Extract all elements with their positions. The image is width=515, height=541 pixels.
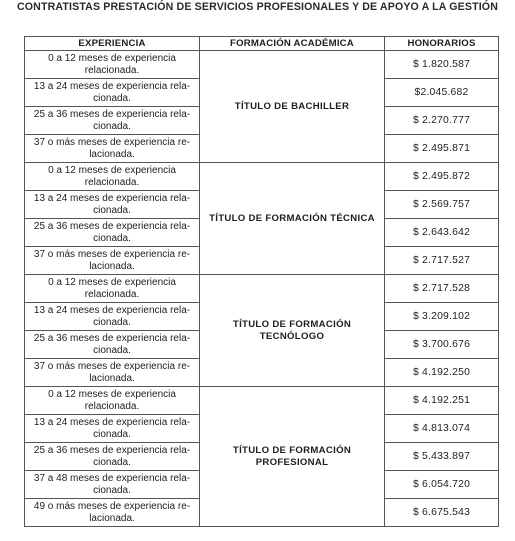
fee-cell: $ 3.209.102 [385,303,499,331]
formation-cell: TÍTULO DE FORMACIÓN TÉCNICA [200,163,385,275]
fee-cell: $ 6.675.543 [385,499,499,527]
experience-cell: 37 o más meses de experiencia re-lacionada. [25,247,200,275]
experience-cell: 37 a 48 meses de experiencia rela-cionada. [25,471,200,499]
fee-cell: $ 4.813.074 [385,415,499,443]
formation-cell: TÍTULO DE FORMACIÓN TECNÓLOGO [200,275,385,387]
table-row [25,387,499,415]
fee-cell: $ 2.717.527 [385,247,499,275]
document-title: CONTRATISTAS PRESTACIÓN DE SERVICIOS PROFESIONALES Y DE APOYO A LA GESTIÓN [16,1,498,13]
experience-cell: 0 a 12 meses de experiencia relacionada. [25,163,200,191]
fee-cell: $ 3.700.676 [385,331,499,359]
fee-cell: $ 4.192.250 [385,359,499,387]
experience-cell: 37 o más meses de experiencia re-lacionada. [25,135,200,163]
experience-cell: 13 a 24 meses de experiencia rela-cionada. [25,191,200,219]
experience-cell: 13 a 24 meses de experiencia rela-cionada. [25,79,200,107]
fee-cell: $ 2.270.777 [385,107,499,135]
formation-cell: TÍTULO DE FORMACIÓN PROFESIONAL [200,387,385,527]
experience-cell: 49 o más meses de experiencia re-lacionada. [25,499,200,527]
fee-cell: $ 4.192.251 [385,387,499,415]
experience-cell: 0 a 12 meses de experiencia relacionada. [25,387,200,415]
experience-cell: 0 a 12 meses de experiencia relacionada. [25,275,200,303]
experience-cell: 37 o más meses de experiencia re-lacionada. [25,359,200,387]
fee-cell: $ 2.569.757 [385,191,499,219]
experience-cell: 13 a 24 meses de experiencia rela-cionada. [25,415,200,443]
table-header-row [25,37,499,51]
fee-cell: $ 5.433.897 [385,443,499,471]
experience-cell: 25 a 36 meses de experiencia rela-cionada. [25,443,200,471]
experience-cell: 25 a 36 meses de experiencia rela-cionada. [25,219,200,247]
fee-cell: $ 1.820.587 [385,51,499,79]
fee-cell: $ 2.643.642 [385,219,499,247]
fees-table [24,36,499,527]
column-header-formation: FORMACIÓN ACADÉMICA [200,37,385,51]
fee-cell: $ 2.495.871 [385,135,499,163]
experience-cell: 13 a 24 meses de experiencia rela-cionada. [25,303,200,331]
experience-cell: 0 a 12 meses de experiencia relacionada. [25,51,200,79]
table-row [25,51,499,79]
formation-cell: TÍTULO DE BACHILLER [200,51,385,163]
fee-cell: $ 2.717.528 [385,275,499,303]
table-row [25,275,499,303]
fee-cell: $ 2.495.872 [385,163,499,191]
fee-cell: $ 6.054.720 [385,471,499,499]
column-header-experience: EXPERIENCIA [25,37,200,51]
table-row [25,163,499,191]
experience-cell: 25 a 36 meses de experiencia rela-cionada. [25,107,200,135]
fee-cell: $2.045.682 [385,79,499,107]
column-header-fees: HONORARIOS [385,37,499,51]
experience-cell: 25 a 36 meses de experiencia rela-cionada. [25,331,200,359]
table-body [25,51,499,527]
